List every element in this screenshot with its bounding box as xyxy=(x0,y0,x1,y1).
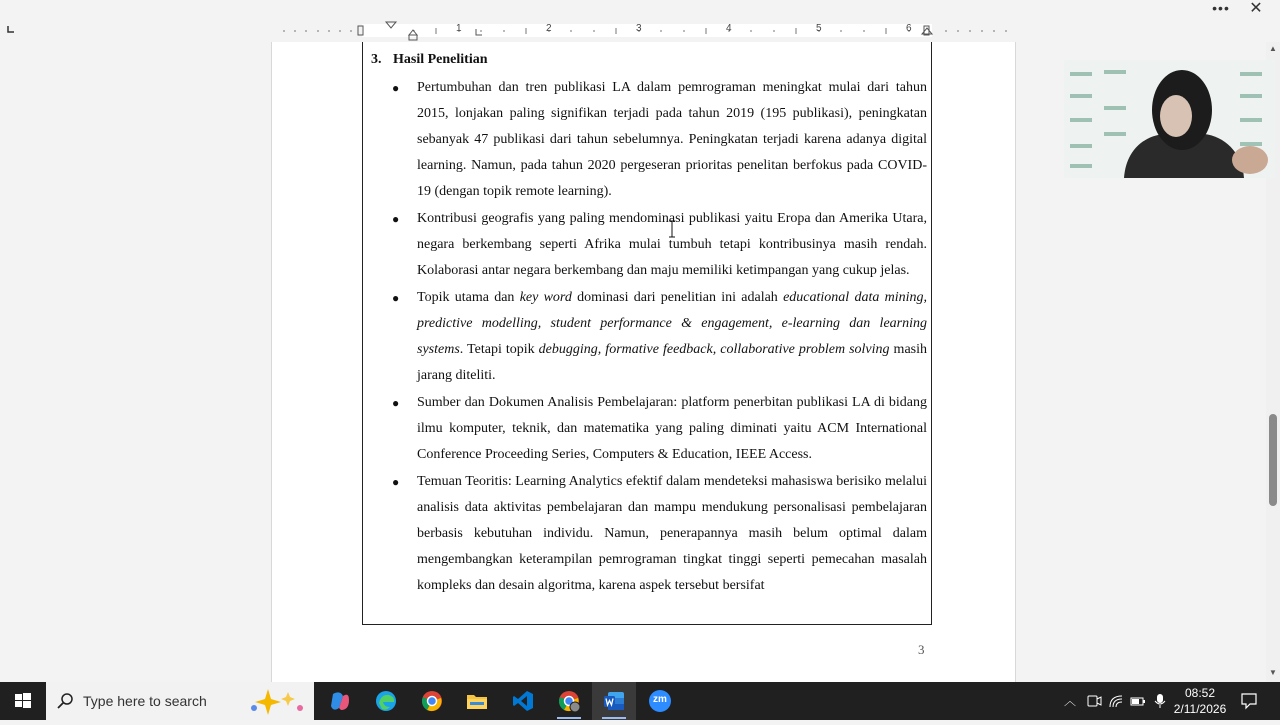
bullet-dot-icon: ● xyxy=(392,291,400,305)
taskbar-file-explorer[interactable] xyxy=(455,682,499,720)
section-heading xyxy=(371,52,488,68)
ruler-ticks xyxy=(278,20,1014,42)
italic-text-run: educational data mining, predictive modelling, student performance & engagement, e-learning dan learning systems xyxy=(417,290,927,357)
text-run: Temuan Teoritis: Learning Analytics efektif dalam mendeteksi mahasiswa berisiko melalui analisis data aktivitas pembelajaran dan mampu mendukung personalisasi pembelajaran berbasis kebutuhan individu. Namun, penerapannya masih belum optimal dalam mengembangkan keterampilan pemrograman tingkat tinggi seperti pemecahan masalah kompleks dan desain algoritma, karena aspek tersebut bersifat xyxy=(417,474,927,593)
finding-bullet xyxy=(391,285,927,389)
copilot-icon xyxy=(329,690,351,712)
taskbar-search-box[interactable] xyxy=(46,682,314,720)
file-explorer-icon xyxy=(466,690,488,712)
taskbar-copilot[interactable] xyxy=(318,682,362,720)
bordered-text-box[interactable] xyxy=(362,42,932,625)
clock-time: 08:52 xyxy=(1184,686,1216,700)
taskbar-vscode[interactable] xyxy=(501,682,545,720)
ruler-bar xyxy=(0,20,1280,43)
chrome-profile-icon xyxy=(558,690,580,712)
taskbar-chrome[interactable] xyxy=(410,682,454,720)
close-button[interactable]: ✕ xyxy=(1249,0,1263,17)
text-run: Pertumbuhan dan tren publikasi LA dalam pemrograman meningkat mulai dari tahun 2015, lonjakan paling signifikan terjadi pada tahun 2019 (195 publikasi), peningkatan sebanyak 47 publikasi dari tahun sebelumnya. Peningkatan terjadi karena adanya digital learning. Namun, pada tahun 2020 pergeseran prioritas penelitan berfokus pada COVID-19 (dengan topik remote learning). xyxy=(417,80,927,199)
search-icon xyxy=(56,692,74,710)
section-number: 3. xyxy=(371,52,382,67)
show-hidden-icons-icon[interactable]: ︿ xyxy=(1063,694,1076,708)
bullet-dot-icon: ● xyxy=(392,81,400,95)
bullet-dot-icon: ● xyxy=(392,212,400,226)
scroll-down-icon[interactable]: ▼ xyxy=(1269,668,1277,677)
finding-bullet xyxy=(391,469,927,599)
bullet-dot-icon: ● xyxy=(392,475,400,489)
running-indicator xyxy=(602,717,626,719)
zoom-icon-label: zm xyxy=(653,694,667,705)
search-highlight-sparkle-icon xyxy=(246,686,310,716)
system-clock[interactable] xyxy=(1168,685,1232,717)
notification-center-icon[interactable] xyxy=(1240,692,1258,710)
taskbar-zoom[interactable] xyxy=(638,682,682,720)
windows-logo-icon xyxy=(0,682,46,720)
ruler-number: 4 xyxy=(726,23,732,34)
page-number: 3 xyxy=(918,642,925,657)
italic-text-run: key word xyxy=(519,290,572,305)
text-run: Kontribusi geografis yang paling mendominasi publikasi yaitu Eropa dan Amerika Utara, negara berkembang seperti Afrika mulai tumbuh tetapi kontribusinya masih rendah. Kolaborasi antar negara berkembang dan maju memiliki ketimpangan yang cukup jelas. xyxy=(417,211,927,278)
finding-bullet xyxy=(391,75,927,205)
search-placeholder: Type here to search xyxy=(83,693,207,709)
vscode-icon xyxy=(512,690,534,712)
taskbar-edge[interactable] xyxy=(364,682,408,720)
document-page[interactable] xyxy=(271,42,1016,682)
findings-list xyxy=(391,75,927,600)
taskbar-chrome-profile[interactable] xyxy=(547,682,591,720)
scroll-up-icon[interactable]: ▲ xyxy=(1269,44,1277,53)
network-icon[interactable] xyxy=(1108,693,1124,709)
text-run: Topik utama dan xyxy=(417,290,520,305)
text-cursor-icon xyxy=(669,220,675,238)
ruler-number: 2 xyxy=(546,23,552,34)
microphone-icon[interactable] xyxy=(1152,693,1168,709)
text-run: . Tetapi topik xyxy=(459,342,539,357)
battery-icon[interactable] xyxy=(1130,693,1146,709)
text-run: dominasi dari penelitian ini adalah xyxy=(571,290,784,305)
presenter-video-image xyxy=(1064,60,1275,178)
finding-bullet xyxy=(391,206,927,284)
ruler-number: 3 xyxy=(636,23,642,34)
webcam-video-overlay[interactable] xyxy=(1064,60,1275,178)
clock-date: 2/11/2026 xyxy=(1173,702,1227,716)
italic-text-run: debugging, formative feedback, collaborative problem solving xyxy=(538,342,890,357)
more-options-button[interactable]: ••• xyxy=(1212,0,1230,16)
text-run: masih jarang diteliti. xyxy=(417,342,927,383)
chrome-icon xyxy=(421,690,443,712)
edge-icon xyxy=(375,690,397,712)
bullet-dot-icon: ● xyxy=(392,396,400,410)
section-title: Hasil Penelitian xyxy=(393,52,488,67)
horizontal-ruler[interactable] xyxy=(278,20,1014,42)
running-indicator xyxy=(557,717,581,719)
ruler-number: 1 xyxy=(456,23,462,34)
taskbar-word[interactable] xyxy=(592,682,636,720)
tab-selector-icon[interactable] xyxy=(6,24,16,34)
taskbar xyxy=(0,682,1280,720)
window-top-bar xyxy=(0,0,1280,20)
word-icon xyxy=(603,690,625,712)
start-button[interactable] xyxy=(0,682,46,720)
scroll-thumb[interactable] xyxy=(1269,414,1277,506)
ruler-number: 6 xyxy=(906,23,912,34)
ruler-number: 5 xyxy=(816,23,822,34)
text-run: Sumber dan Dokumen Analisis Pembelajaran: platform penerbitan publikasi LA di bidang ilmu komputer, teknik, dan matematika yang paling diminati yaitu ACM International Conference Proceeding Series, Computers & Education, IEEE Access. xyxy=(417,395,927,462)
meet-now-icon[interactable] xyxy=(1086,693,1102,709)
finding-bullet xyxy=(391,390,927,468)
